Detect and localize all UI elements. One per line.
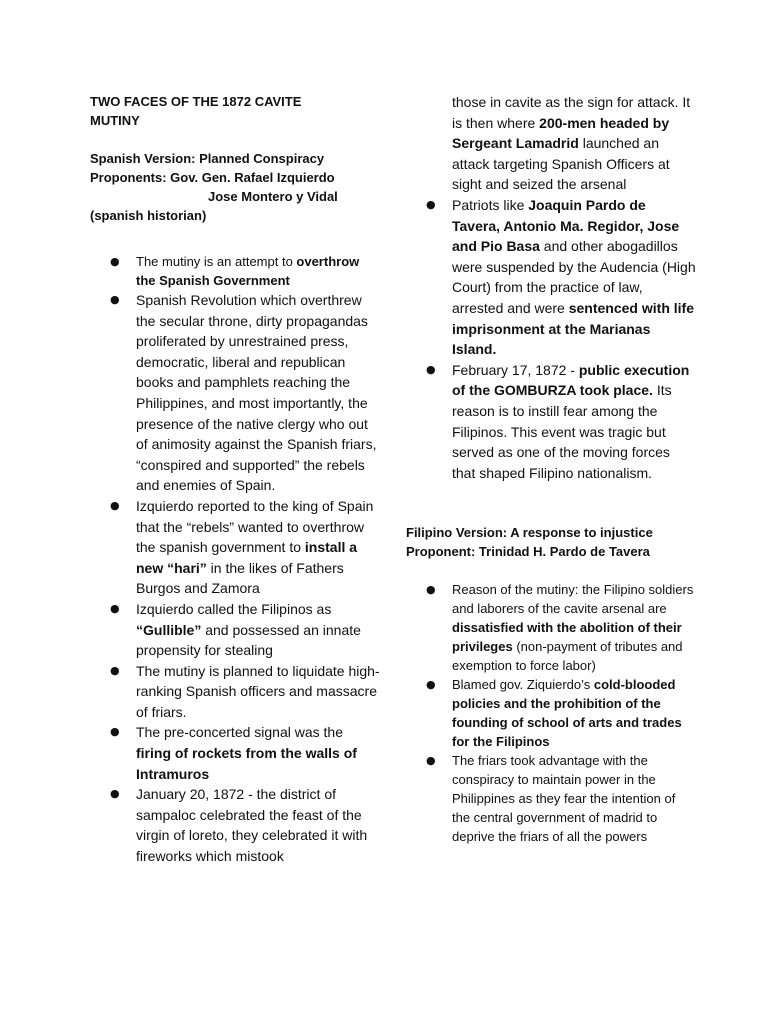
spanish-bullet-list (90, 252, 380, 867)
bullet-icon: ● (110, 725, 120, 739)
list-item: ● Reason of the mutiny: the Filipino soldiers and laborers of the cavite arsenal are dissatisfied with the abolition of their privileges (non-payment of tributes and exemption to force labor) (426, 582, 694, 674)
spanish-proponents: Proponents: Gov. Gen. Rafael Izquierdo (90, 170, 335, 185)
list-item: ● The mutiny is planned to liquidate high-ranking Spanish officers and massacre of friars. (110, 662, 380, 720)
bullet-icon: ● (110, 498, 120, 512)
list-item: ● The friars took advantage with the conspiracy to maintain power in the Philippines as they fear the intention of the central government of madrid to deprive the friars of all the powers (426, 753, 676, 845)
filipino-bullet-list (406, 580, 696, 846)
list-item: ● Patriots like Joaquin Pardo de Tavera, Antonio Ma. Regidor, Jose and Pio Basa and other abogadillos were suspended by the Audencia (High Court) from the practice of law, arrested and were sentenced with life imprisonment at the Marianas Island. (426, 196, 696, 358)
bullet-icon: ● (110, 601, 120, 615)
bullet-icon: ● (426, 583, 436, 597)
title-line-1: TWO FACES OF THE 1872 CAVITE (90, 94, 302, 109)
list-item: ● Blamed gov. Ziquierdo’s cold-blooded policies and the prohibition of the founding of school of arts and trades for the Filipinos (426, 677, 682, 750)
bullet-icon: ● (426, 362, 436, 376)
list-item: ● The pre-concerted signal was the firing of rockets from the walls of Intramuros (110, 724, 357, 782)
continued-bullet-list (406, 92, 696, 483)
list-item: ● February 17, 1872 - public execution of the GOMBURZA took place. Its reason is to instill fear among the Filipinos. This event was tragic but served as one of the moving forces that shaped Filipino nationalism. (426, 361, 690, 481)
spanish-version-heading: Spanish Version: Planned Conspiracy (90, 151, 325, 166)
filipino-proponent: Proponent: Trinidad H. Pardo de Tavera (406, 544, 650, 560)
bullet-icon: ● (110, 293, 120, 306)
bullet-icon: ● (426, 678, 436, 692)
title-line-2: MUTINY (90, 113, 140, 128)
bullet-icon: ● (110, 663, 120, 677)
document-title (90, 92, 380, 130)
bullet-icon: ● (110, 787, 120, 801)
left-column (90, 92, 380, 867)
bullet-icon: ● (426, 754, 436, 768)
list-item: ● January 20, 1872 - the district of sampaloc celebrated the feast of the virgin of loreto, they celebrated it with fireworks which mistook (110, 786, 368, 865)
spanish-proponents-3: (spanish historian) (90, 208, 207, 223)
bullet-icon: ● (110, 255, 120, 268)
bullet-icon: ● (426, 197, 436, 211)
spanish-proponents-2: Jose Montero y Vidal (208, 189, 338, 204)
list-item: ● The mutiny is an attempt to overthrow the Spanish Government (110, 254, 360, 288)
list-item-continued: those in cavite as the sign for attack. It is then where 200-men headed by Sergeant Lamadrid launched an attack targeting Spanish Officers at sight and seized the arsenal (452, 94, 691, 193)
list-item: ● Izquierdo called the Filipinos as “Gullible” and possessed an innate propensity for stealing (110, 600, 361, 659)
list-item: ● Spanish Revolution which overthrew the secular throne, dirty propagandas proliferated by unrestrained press, democratic, liberal and republican books and pamphlets reaching the Philippines, and most importantly, the presence of the native clergy who out of animosity against the Spanish friars, “conspired and supported” the rebels and enemies of Spain. (110, 292, 377, 494)
right-column (406, 92, 696, 846)
filipino-version-heading: Filipino Version: A response to injustice (406, 525, 653, 541)
list-item: ● Izquierdo reported to the king of Spain that the “rebels” wanted to overthrow the spanish government to install a new “hari” in the likes of Fathers Burgos and Zamora (110, 497, 374, 597)
